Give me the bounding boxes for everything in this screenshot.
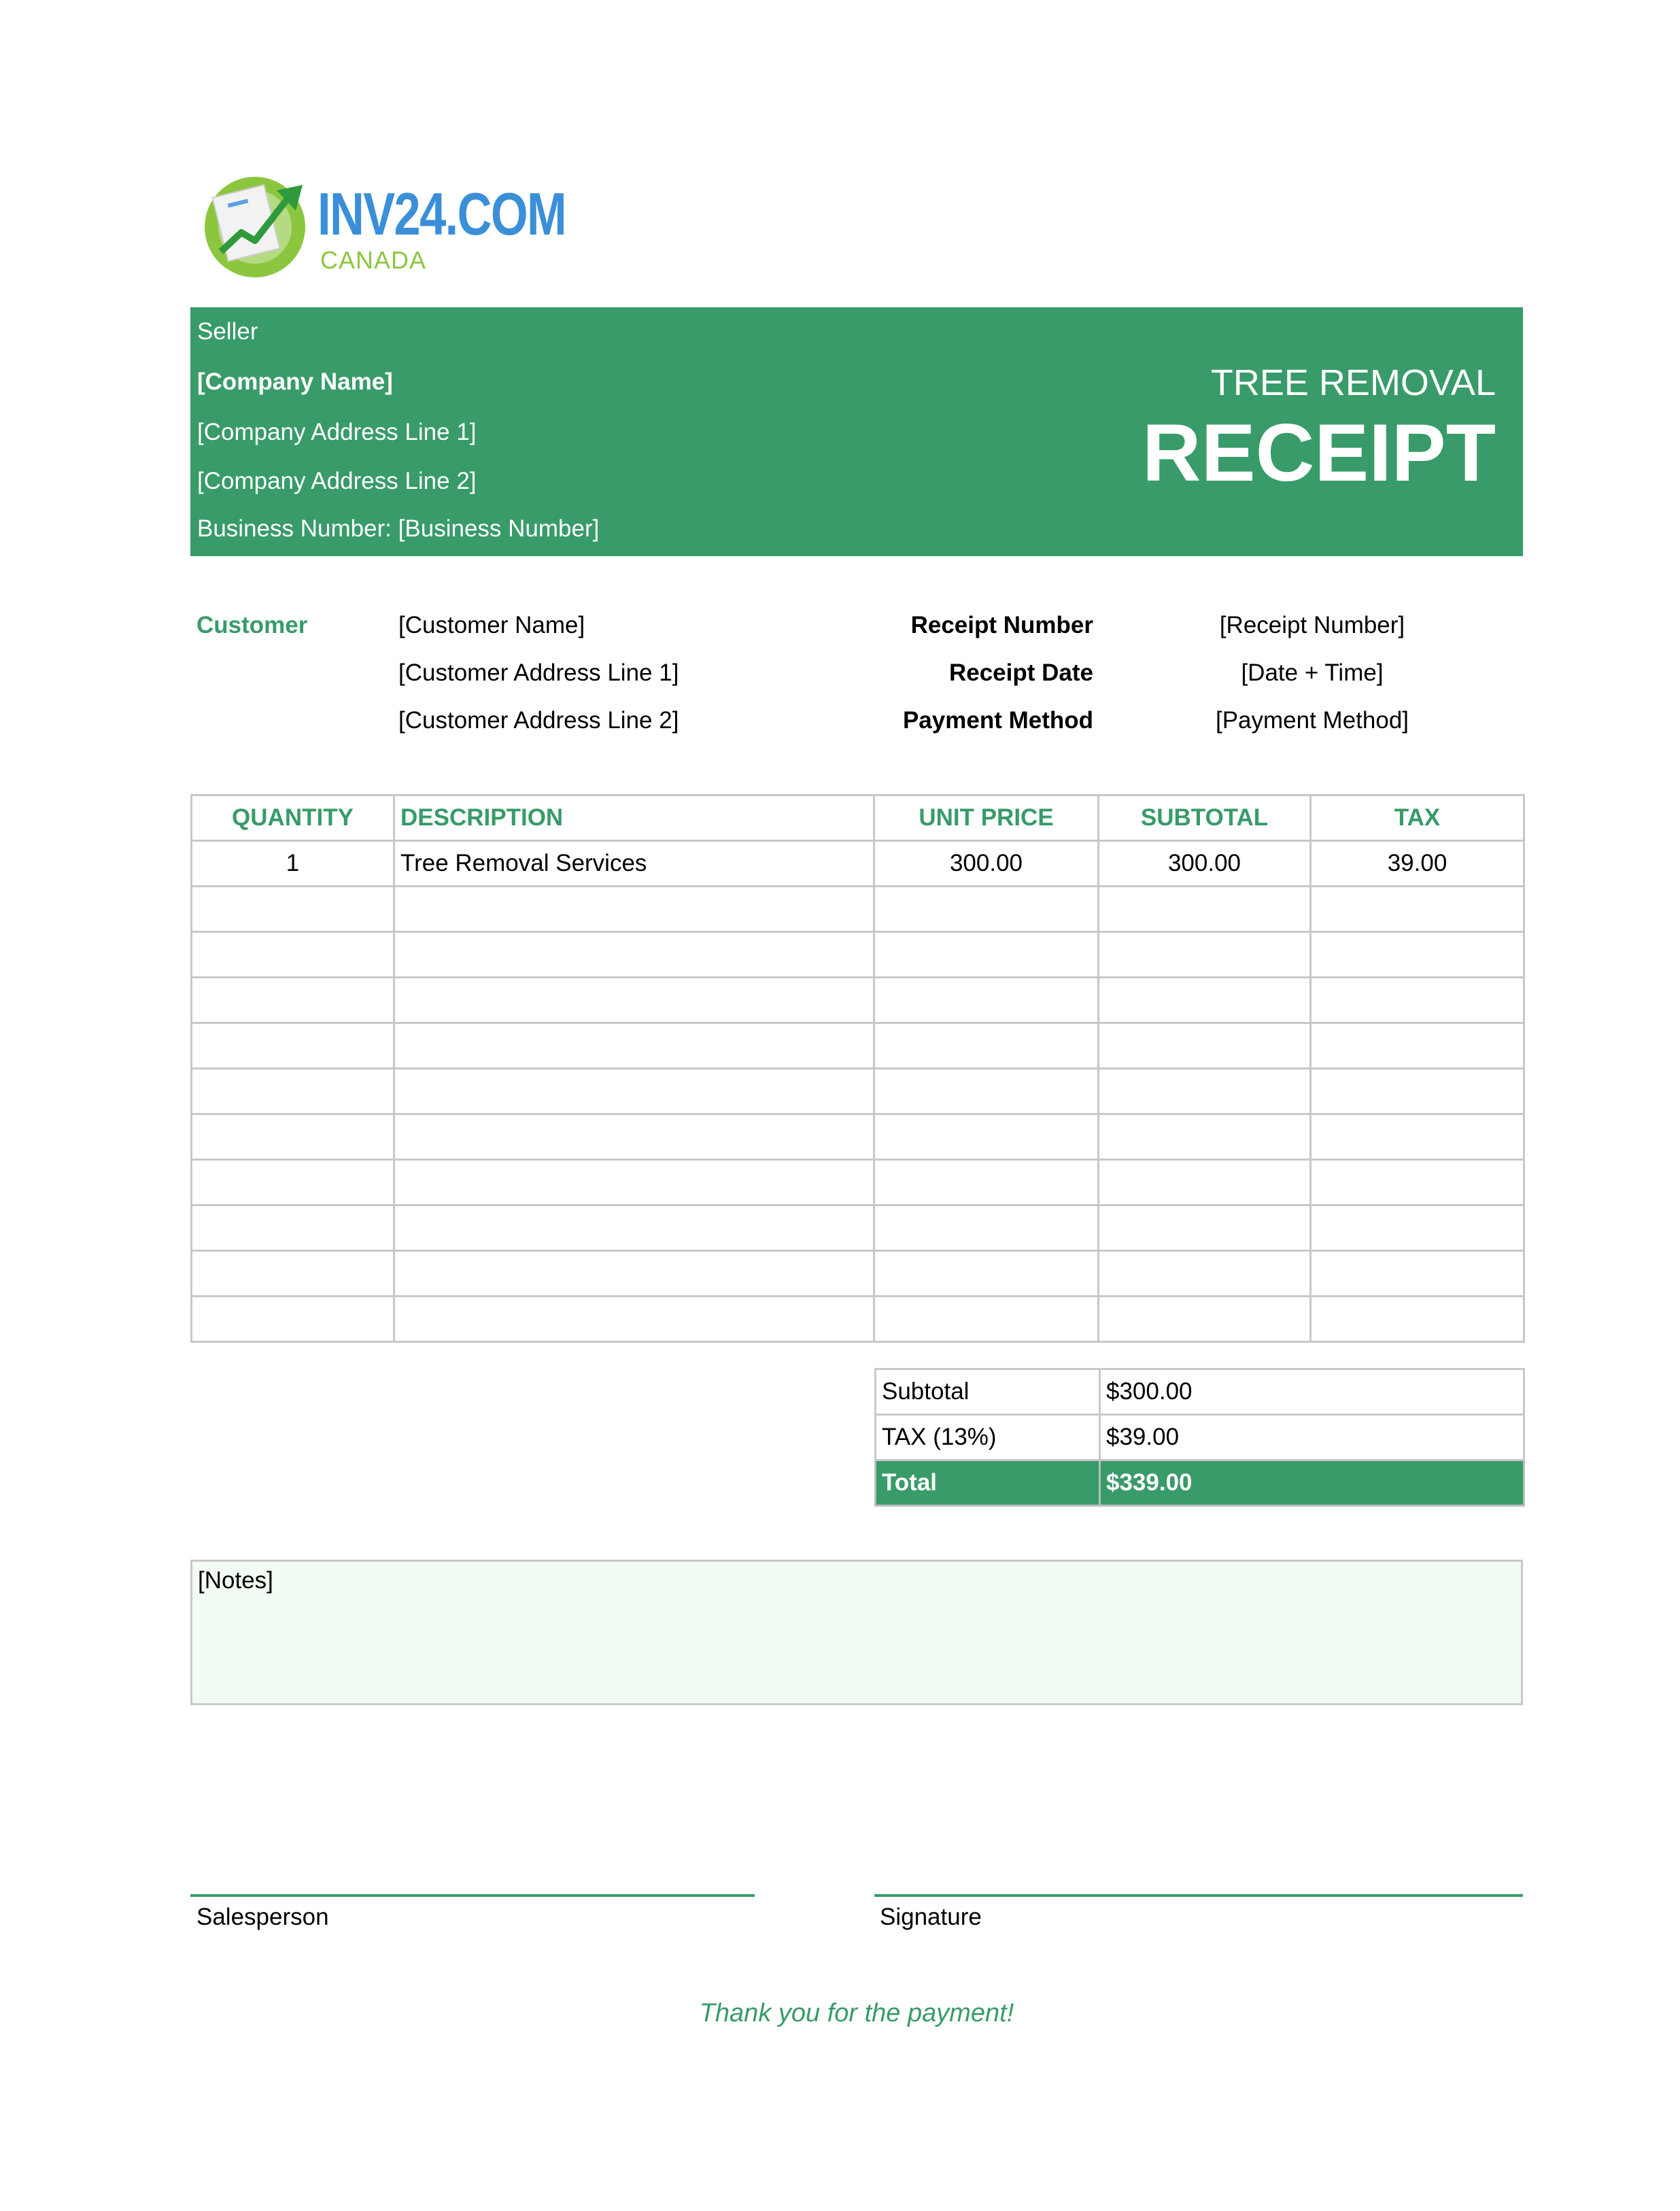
- table-header-row: [192, 795, 1524, 841]
- empty-cell: [874, 1069, 1099, 1114]
- row-unit-price: 300.00: [874, 841, 1099, 887]
- empty-cell: [394, 1160, 874, 1205]
- receipt-number-label: Receipt Number: [910, 612, 1093, 638]
- seller-address-line1: [Company Address Line 1]: [197, 419, 477, 445]
- empty-cell: [1311, 887, 1524, 932]
- empty-cell: [192, 932, 394, 978]
- payment-method-label: Payment Method: [902, 707, 1093, 734]
- empty-cell: [1099, 1023, 1311, 1069]
- notes-box: [190, 1560, 1523, 1705]
- totals-table: [874, 1368, 1525, 1507]
- empty-cell: [192, 978, 394, 1023]
- receipt-header: [190, 307, 1523, 556]
- receipt-number-value: [Receipt Number]: [1219, 612, 1405, 638]
- empty-table-row: [192, 978, 1524, 1023]
- payment-method-value: [Payment Method]: [1215, 707, 1409, 734]
- header-tax: TAX: [1311, 795, 1524, 841]
- empty-cell: [192, 1114, 394, 1160]
- empty-cell: [192, 1023, 394, 1069]
- line-items-table: [190, 794, 1525, 1343]
- header-description: DESCRIPTION: [394, 795, 874, 841]
- row-tax: 39.00: [1311, 841, 1524, 887]
- company-logo: [201, 170, 566, 286]
- empty-cell: [394, 1205, 874, 1251]
- empty-cell: [394, 1297, 874, 1342]
- empty-cell: [394, 887, 874, 932]
- empty-table-row: [192, 1160, 1524, 1205]
- empty-cell: [394, 1023, 874, 1069]
- empty-cell: [874, 1251, 1099, 1297]
- logo-region-text: CANADA: [320, 246, 427, 274]
- customer-label: Customer: [196, 612, 308, 638]
- empty-cell: [1099, 1114, 1311, 1160]
- receipt-date-value: [Date + Time]: [1241, 659, 1384, 686]
- subtotal-row: [876, 1369, 1524, 1415]
- empty-cell: [874, 1023, 1099, 1069]
- salesperson-label: Salesperson: [196, 1904, 329, 1930]
- seller-address-line2: [Company Address Line 2]: [197, 468, 477, 494]
- empty-cell: [1311, 1297, 1524, 1342]
- empty-cell: [192, 1205, 394, 1251]
- document-subtitle: TREE REMOVAL: [1210, 362, 1496, 403]
- empty-cell: [394, 978, 874, 1023]
- notes-text: [Notes]: [198, 1567, 273, 1594]
- empty-cell: [192, 1297, 394, 1342]
- empty-cell: [394, 1069, 874, 1114]
- chart-arrow-logo-icon: [201, 170, 309, 279]
- empty-cell: [874, 887, 1099, 932]
- empty-cell: [874, 932, 1099, 978]
- table-row: [192, 841, 1524, 887]
- empty-cell: [192, 1069, 394, 1114]
- empty-cell: [192, 1160, 394, 1205]
- total-label: Total: [876, 1460, 1100, 1506]
- thank-you-message: Thank you for the payment!: [699, 1999, 1014, 2027]
- empty-table-row: [192, 1023, 1524, 1069]
- signature-label: Signature: [880, 1904, 982, 1930]
- tax-value: $39.00: [1100, 1415, 1524, 1460]
- header-unit-price: UNIT PRICE: [874, 795, 1099, 841]
- empty-table-row: [192, 932, 1524, 978]
- total-row: [876, 1460, 1524, 1506]
- customer-name: [Customer Name]: [398, 612, 585, 638]
- empty-table-row: [192, 1069, 1524, 1114]
- header-subtotal: SUBTOTAL: [1099, 795, 1311, 841]
- empty-cell: [874, 978, 1099, 1023]
- empty-table-row: [192, 1251, 1524, 1297]
- total-value: $339.00: [1100, 1460, 1524, 1506]
- empty-cell: [1099, 1251, 1311, 1297]
- empty-cell: [874, 1205, 1099, 1251]
- empty-cell: [1311, 1160, 1524, 1205]
- empty-table-row: [192, 1114, 1524, 1160]
- row-description: Tree Removal Services: [394, 841, 874, 887]
- empty-cell: [1311, 1069, 1524, 1114]
- logo-brand-text: INV24.COM: [318, 180, 566, 247]
- salesperson-line: [190, 1894, 755, 1897]
- seller-label: Seller: [197, 318, 258, 345]
- customer-address-line1: [Customer Address Line 1]: [398, 659, 679, 686]
- seller-company-name: [Company Name]: [197, 368, 393, 395]
- subtotal-label: Subtotal: [876, 1369, 1100, 1415]
- empty-cell: [1099, 1297, 1311, 1342]
- empty-table-row: [192, 1297, 1524, 1342]
- empty-cell: [1099, 932, 1311, 978]
- tax-label: TAX (13%): [876, 1415, 1100, 1460]
- empty-cell: [394, 1114, 874, 1160]
- empty-table-row: [192, 887, 1524, 932]
- empty-cell: [1311, 978, 1524, 1023]
- empty-cell: [1311, 1251, 1524, 1297]
- customer-address-line2: [Customer Address Line 2]: [398, 707, 679, 734]
- subtotal-value: $300.00: [1100, 1369, 1524, 1415]
- empty-cell: [1311, 1023, 1524, 1069]
- empty-cell: [192, 1251, 394, 1297]
- empty-cell: [1099, 1069, 1311, 1114]
- empty-table-row: [192, 1205, 1524, 1251]
- document-title: RECEIPT: [1142, 407, 1496, 498]
- signature-line: [874, 1894, 1523, 1897]
- empty-cell: [874, 1160, 1099, 1205]
- empty-cell: [1311, 1205, 1524, 1251]
- empty-cell: [1099, 1160, 1311, 1205]
- tax-row: [876, 1415, 1524, 1460]
- header-quantity: QUANTITY: [192, 795, 394, 841]
- empty-cell: [1099, 1205, 1311, 1251]
- empty-cell: [394, 932, 874, 978]
- empty-cell: [874, 1297, 1099, 1342]
- receipt-date-label: Receipt Date: [948, 659, 1093, 686]
- empty-cell: [1311, 932, 1524, 978]
- empty-cell: [192, 887, 394, 932]
- empty-cell: [1099, 978, 1311, 1023]
- seller-business-number: Business Number: [Business Number]: [197, 515, 600, 542]
- row-subtotal: 300.00: [1099, 841, 1311, 887]
- empty-cell: [1099, 887, 1311, 932]
- empty-cell: [394, 1251, 874, 1297]
- row-quantity: 1: [192, 841, 394, 887]
- empty-cell: [1311, 1114, 1524, 1160]
- empty-cell: [874, 1114, 1099, 1160]
